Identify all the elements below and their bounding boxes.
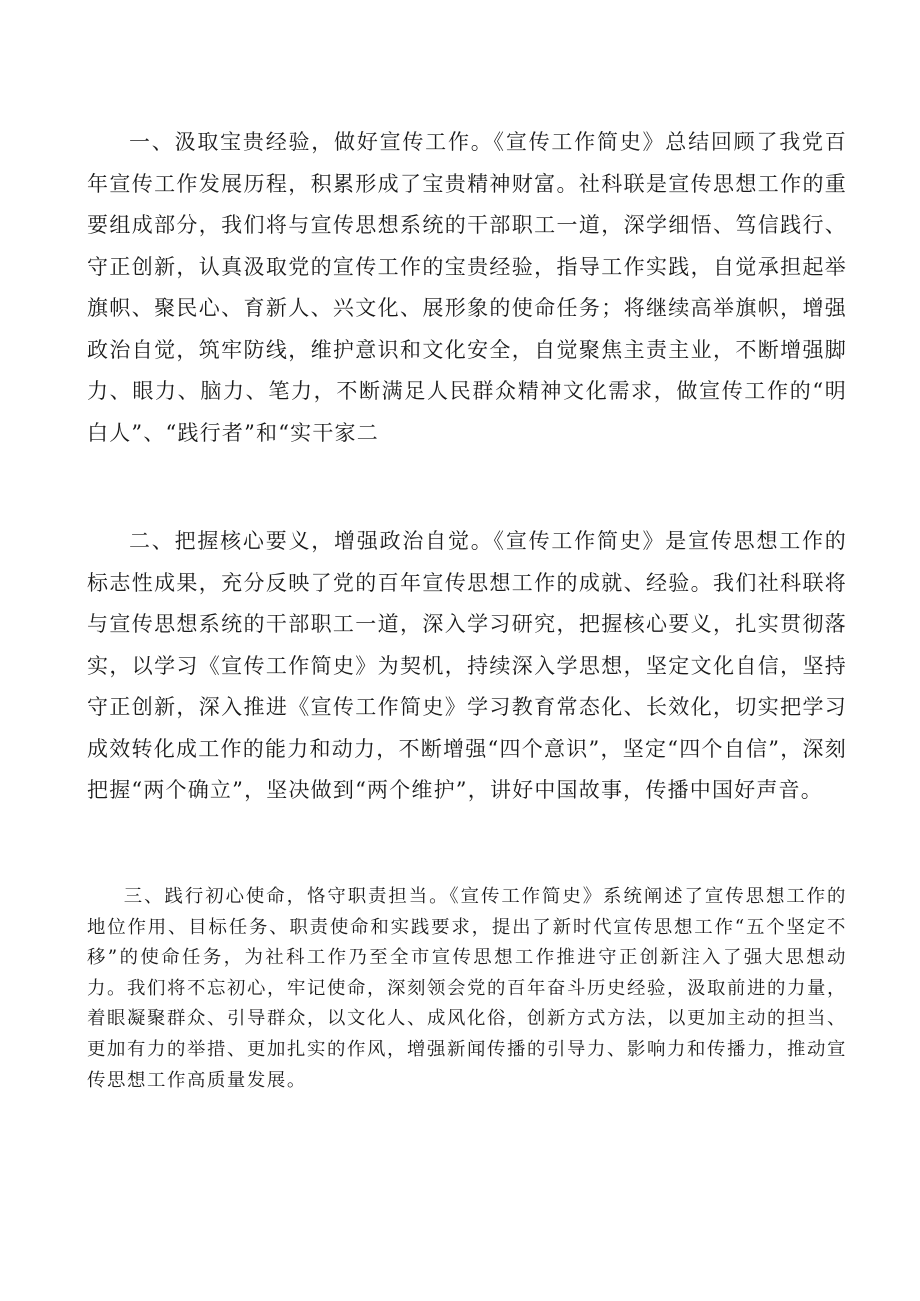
paragraph-2: 二、把握核心要义，增强政治自觉。《宣传工作简史》是宣传思想工作的标志性成果，充分反映了党的百年宣传思想工作的成就、经验。我们社科联将与宣传思想系统的干部职工一道，深入学习研究，把握核心要义，扎实贯彻落实，以学习《宣传工作简史》为契机，持续深入学思想，坚定文化自信，坚持守正创新，深入推进《宣传工作简史》学习教育常态化、长效化，切实把学习成效转化成工作的能力和动力，不断增强“四个意识”，坚定“四个自信”，深刻把握“两个确立”，坚决做到“两个维护”，讲好中国故事，传播中国好声音。 <box>87 529 847 802</box>
paragraph-3: 三、践行初心使命，恪守职责担当。《宣传工作简史》系统阐述了宣传思想工作的地位作用、目标任务、职责使命和实践要求，提出了新时代宣传思想工作“五个坚定不移”的使命任务，为社科工作乃至全市宣传思想工作推进守正创新注入了强大思想动力。我们将不忘初心，牢记使命，深刻领会党的百年奋斗历史经验，汲取前进的力量，着眼凝聚群众、引导群众，以文化人、成风化俗，创新方式方法，以更加主动的担当、更加有力的举措、更加扎实的作风，增强新闻传播的引导力、影响力和传播力，推动宣传思想工作高质量发展。 <box>87 886 847 1091</box>
paragraph-1: 一、汲取宝贵经验，做好宣传工作。《宣传工作简史》总结回顾了我党百年宣传工作发展历程，积累形成了宝贵精神财富。社科联是宣传思想工作的重要组成部分，我们将与宣传思想系统的干部职工一道，深学细悟、笃信践行、守正创新，认真汲取党的宣传工作的宝贵经验，指导工作实践，自觉承担起举旗帜、聚民心、育新人、兴文化、展形象的使命任务；将继续高举旗帜，增强政治自觉，筑牢防线，维护意识和文化安全，自觉聚焦主责主业，不断增强脚力、眼力、脑力、笔力，不断满足人民群众精神文化需求，做宣传工作的“明白人”、“践行者”和“实干家二 <box>87 130 847 445</box>
